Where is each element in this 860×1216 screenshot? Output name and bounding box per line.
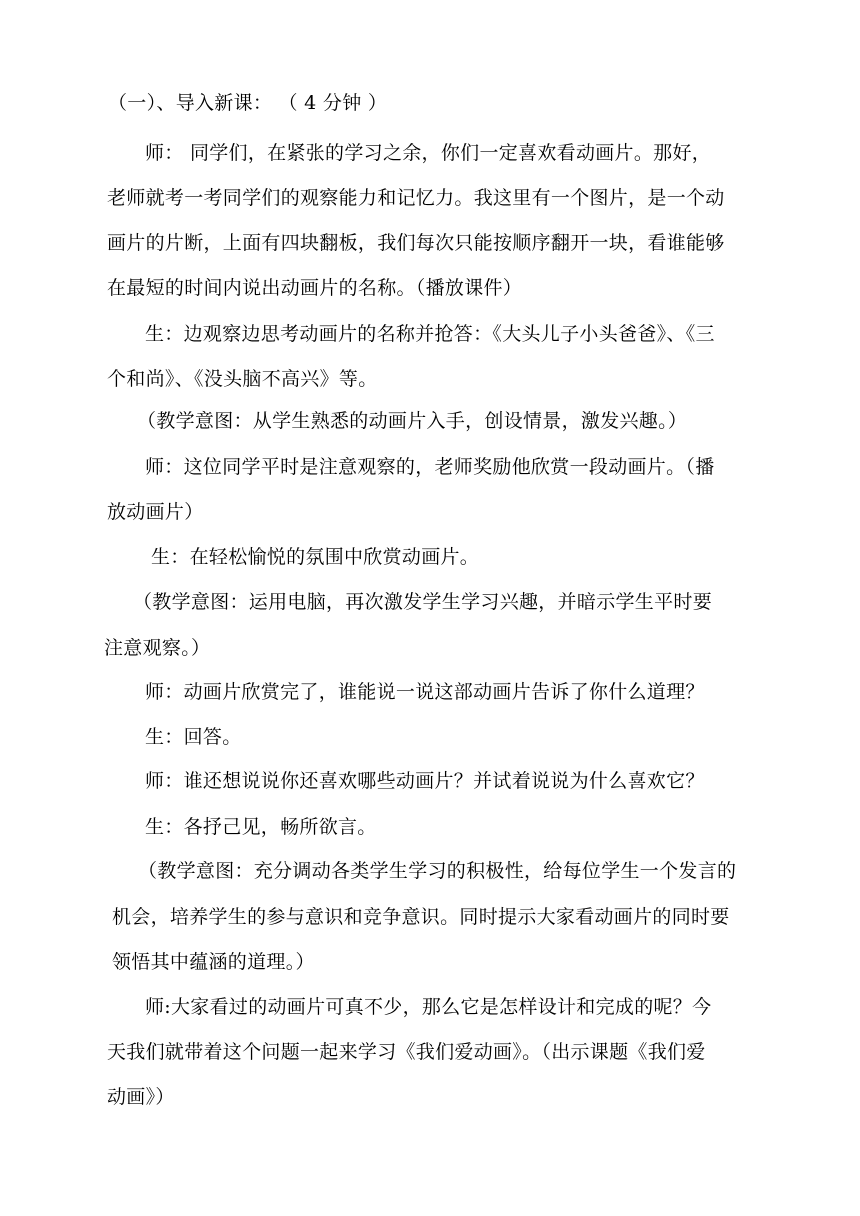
paragraph-line: 生：在轻松愉悦的氛围中欣赏动画片。 [151, 546, 480, 568]
teaching-intent-line: 机会，培养学生的参与意识和竞争意识。同时提示大家看动画片的同时要 [112, 906, 730, 928]
paragraph-line: 师：谁还想说说你还喜欢哪些动画片？并试着说说为什么喜欢它？ [145, 770, 705, 792]
teaching-intent-line: 领悟其中蕴涵的道理。） [112, 951, 315, 973]
paragraph-line: 放动画片） [107, 501, 204, 523]
paragraph-line: 生：各抒己见，畅所欲言。 [145, 816, 377, 838]
paragraph-line: 在最短的时间内说出动画片的名称。（播放课件） [107, 277, 523, 299]
paragraph-line: 生：回答。 [145, 726, 242, 748]
teaching-intent-line: （教学意图：运用电脑，再次激发学生学习兴趣，并暗示学生平时要 [133, 591, 713, 613]
paragraph-line: 师：动画片欣赏完了，谁能说一说这部动画片告诉了你什么道理？ [145, 681, 705, 703]
teaching-intent-line: （教学意图：充分调动各类学生学习的积极性，给每位学生一个发言的 [138, 860, 737, 882]
paragraph-line: 师:大家看过的动画片可真不少，那么它是怎样设计和完成的呢？今 [145, 996, 712, 1018]
paragraph-line: 师：这位同学平时是注意观察的，老师奖励他欣赏一段动画片。（播 [145, 456, 715, 478]
paragraph-line: 师： 同学们，在紧张的学习之余，你们一定喜欢看动画片。那好， [145, 142, 712, 164]
teaching-intent-line: （教学意图：从学生熟悉的动画片入手，创设情景，激发兴趣。） [137, 410, 688, 432]
teaching-intent-line: 注意观察。） [104, 637, 211, 659]
paragraph-line: 个和尚》、《没头脑不高兴》等。 [107, 368, 378, 390]
paragraph-line: 动画》） [107, 1086, 175, 1108]
paragraph-line: 画片的片断，上面有四块翻板，我们每次只能按顺序翻开一块，看谁能够 [107, 232, 725, 254]
paragraph-line: 老师就考一考同学们的观察能力和记忆力。我这里有一个图片，是一个动 [107, 187, 725, 209]
section-heading: （一）、导入新课： （ 4 分钟 ） [108, 92, 388, 114]
paragraph-line: 天我们就带着这个问题一起来学习《我们爱动画》。（出示课题《我们爱 [107, 1041, 706, 1063]
paragraph-line: 生：边观察边思考动画片的名称并抢答：《大头儿子小头爸爸》、《三 [145, 323, 715, 345]
